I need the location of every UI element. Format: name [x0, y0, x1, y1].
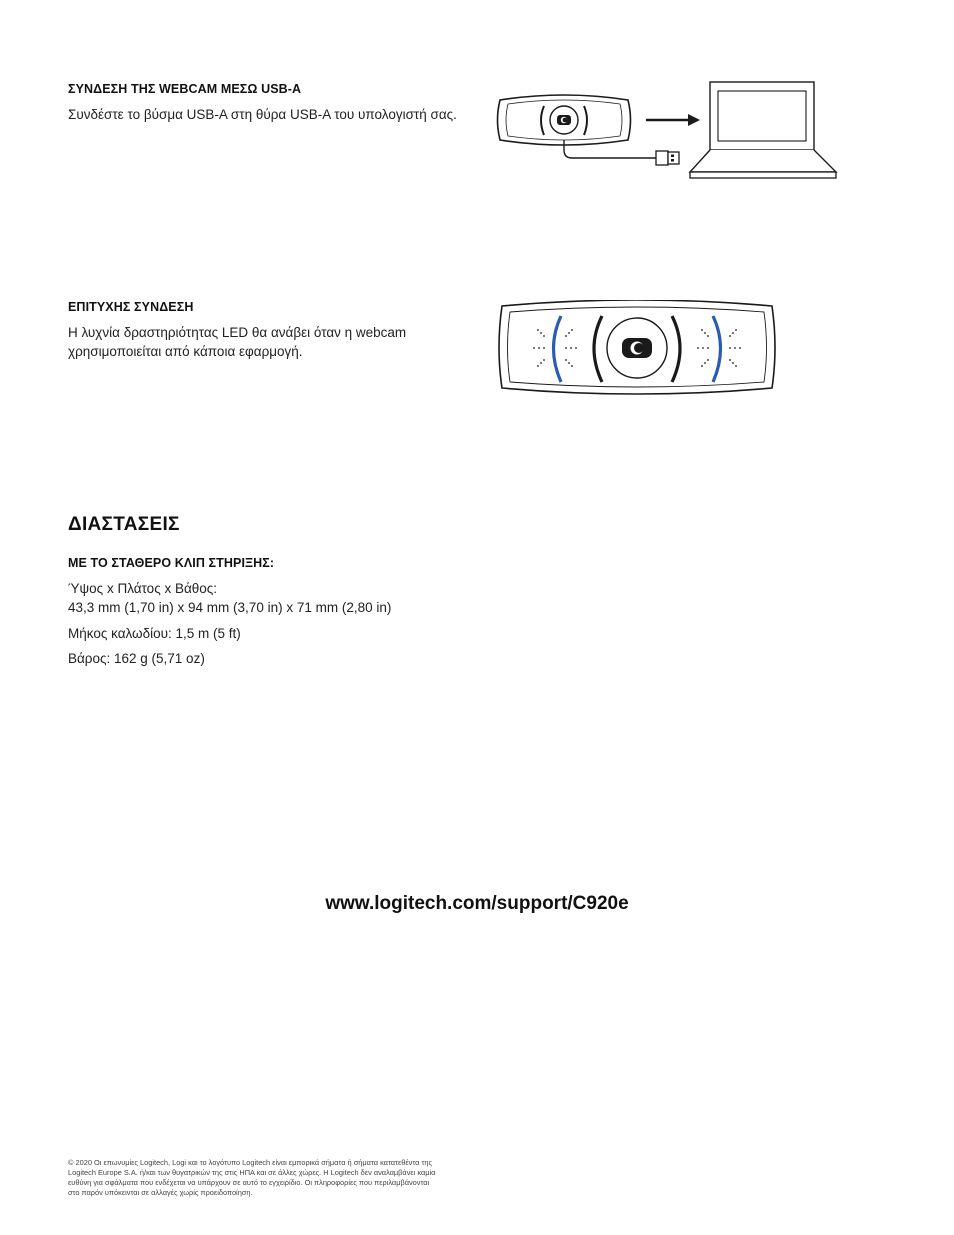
dimensions-size-label: Ύψος x Πλάτος x Βάθος: [68, 581, 218, 596]
legal-footer [68, 1158, 498, 1198]
dimensions-title: ΔΙΑΣΤΑΣΕΙΣ [68, 514, 180, 535]
usb-a-plug-icon [656, 151, 679, 165]
legal-footer-line1: © 2020 Οι επωνυμίες Logitech, Logi και το λογότυπο Logitech είναι εμπορικά σήματα ή σήματα κατατεθέντα της [68, 1158, 433, 1167]
webcam-icon [498, 95, 631, 145]
legal-footer-line4: στο παρόν υπόκεινται σε αλλαγές χωρίς προειδοποίηση. [68, 1188, 253, 1197]
usb-section-text: Συνδέστε το βύσμα USB-A στη θύρα USB-A του υπολογιστή σας. [68, 107, 457, 122]
success-section-text-line1: Η λυχνία δραστηριότητας LED θα ανάβει όταν η webcam [68, 325, 407, 340]
success-section-text-line2: χρησιμοποιείται από κάποια εφαρμογή. [68, 344, 303, 359]
dimensions-size-value: 43,3 mm (1,70 in) x 94 mm (3,70 in) x 71 mm (2,80 in) [68, 600, 392, 615]
usb-connection-illustration [494, 80, 840, 182]
legal-footer-line3: ευθύνη για σφάλματα που ενδέχεται να υπάρχουν σε αυτό το εγχειρίδιο. Οι πληροφορίες που περιλαμβάνονται [68, 1178, 430, 1187]
success-section-heading: ΕΠΙΤΥΧΗΣ ΣΥΝΔΕΣΗ [68, 300, 194, 314]
dimensions-cable-length: Μήκος καλωδίου: 1,5 m (5 ft) [68, 626, 241, 641]
usb-section-heading: ΣΥΝΔΕΣΗ ΤΗΣ WEBCAM ΜΕΣΩ USB-A [68, 82, 302, 96]
dimensions-subheading: ΜΕ ΤΟ ΣΤΑΘΕΡΟ ΚΛΙΠ ΣΤΗΡΙΞΗΣ: [68, 556, 275, 570]
laptop-icon [690, 82, 836, 178]
legal-footer-line2: Logitech Europe S.A. ή/και των θυγατρικών της στις ΗΠΑ και σε άλλες χώρες. Η Logitech δεν αναλαμβάνει καμία [68, 1168, 436, 1177]
support-url-text[interactable]: www.logitech.com/support/C920e [325, 893, 629, 914]
led-indicator-illustration [494, 300, 780, 396]
dimensions-weight: Βάρος: 162 g (5,71 oz) [68, 651, 205, 666]
support-url[interactable] [0, 893, 954, 915]
webcam-front-icon [499, 300, 775, 394]
arrow-right-icon [646, 114, 700, 126]
